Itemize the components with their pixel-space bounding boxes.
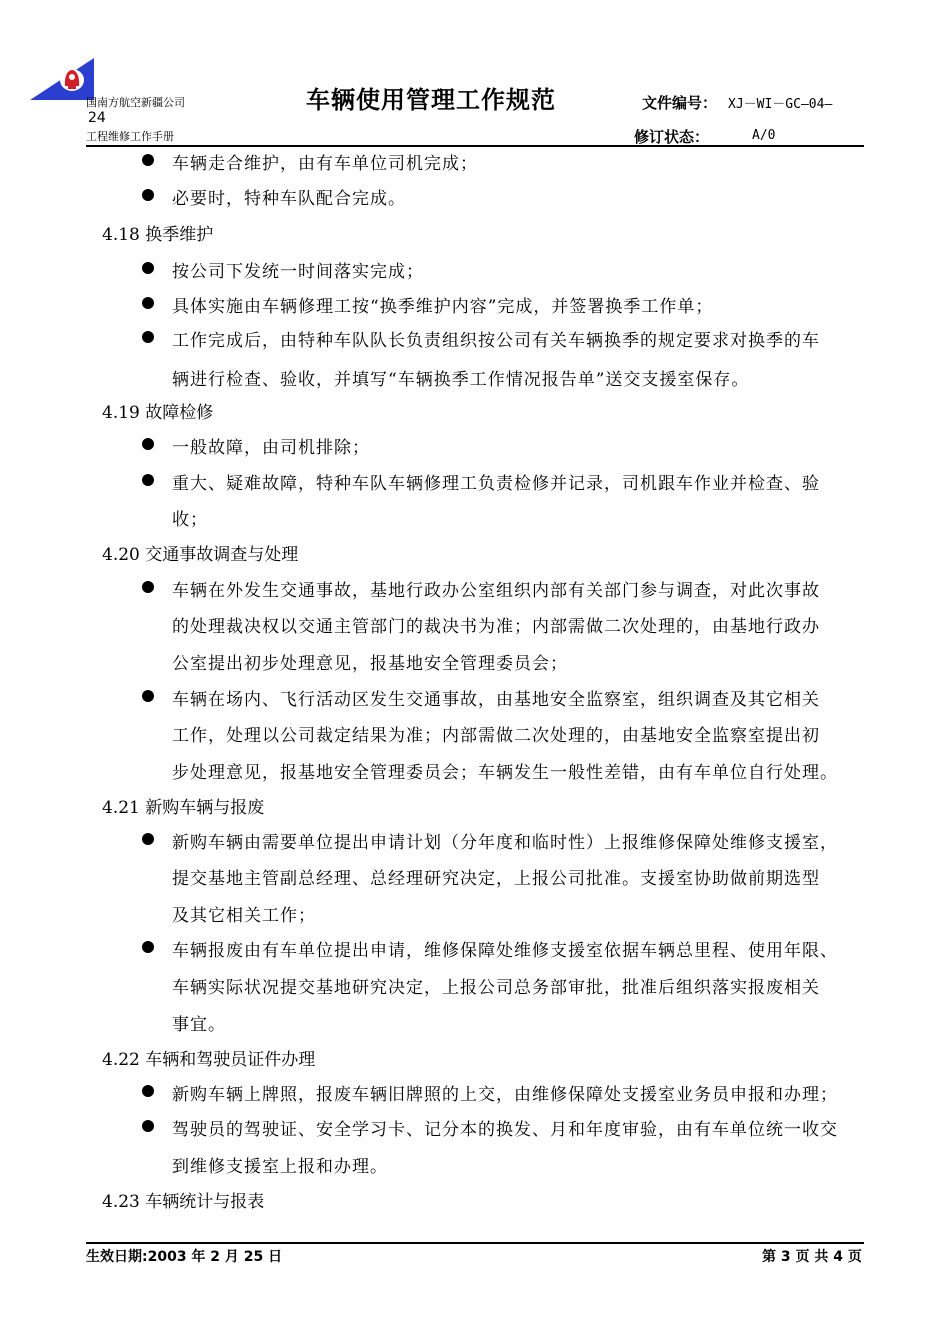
list-item: 一般故障，由司机排除；: [172, 438, 370, 458]
section-heading: 4.19 故障检修: [102, 403, 214, 423]
manual-name: 工程维修工作手册: [86, 130, 174, 143]
bullet-icon: [142, 1085, 154, 1097]
bullet-icon: [142, 474, 154, 486]
list-item-continuation: 辆进行检查、验收，并填写“车辆换季工作情况报告单”送交支援室保存。: [172, 370, 750, 390]
list-item-continuation: 的处理裁决权以交通主管部门的裁决书为准；内部需做二次处理的，由基地行政办: [172, 617, 820, 637]
list-item: 重大、疑难故障，特种车队车辆修理工负责检修并记录，司机跟车作业并检查、验: [172, 474, 820, 494]
revision-value: A/0: [752, 128, 776, 143]
list-item-continuation: 工作，处理以公司裁定结果为准；内部需做二次处理的，由基地安全监察室提出初: [172, 726, 820, 746]
bullet-icon: [142, 1120, 154, 1132]
list-item: 具体实施由车辆修理工按“换季维护内容”完成，并签署换季工作单；: [172, 297, 714, 317]
list-item: 车辆在场内、飞行活动区发生交通事故，由基地安全监察室，组织调查及其它相关: [172, 690, 820, 710]
bullet-icon: [142, 297, 154, 309]
footer-rule: [86, 1242, 864, 1244]
bullet-icon: [142, 941, 154, 953]
bullet-icon: [142, 189, 154, 201]
section-heading: 4.18 换季维护: [102, 225, 214, 245]
list-item-continuation: 到维修支援室上报和办理。: [172, 1157, 388, 1177]
list-item: 新购车辆上牌照，报废车辆旧牌照的上交，由维修保障处支援室业务员申报和办理；: [172, 1085, 838, 1105]
list-item-continuation: 及其它相关工作；: [172, 906, 316, 926]
bullet-icon: [142, 331, 154, 343]
doc-number-label: 文件编号：: [642, 94, 718, 112]
list-item: 车辆在外发生交通事故，基地行政办公室组织内部有关部门参与调查，对此次事故: [172, 581, 820, 601]
section-heading: 4.23 车辆统计与报表: [102, 1192, 265, 1212]
doc-number-value: XJ－WI－GC—04—: [728, 97, 833, 112]
list-item: 必要时，特种车队配合完成。: [172, 189, 406, 209]
section-heading: 4.22 车辆和驾驶员证件办理: [102, 1050, 316, 1070]
list-item: 按公司下发统一时间落实完成；: [172, 262, 424, 282]
list-item-continuation: 步处理意见，报基地安全管理委员会；车辆发生一般性差错，由有车单位自行处理。: [172, 763, 838, 783]
header-rule: [86, 145, 864, 147]
list-item: 驾驶员的驾驶证、安全学习卡、记分本的换发、月和年度审验，由有车单位统一收交: [172, 1120, 838, 1140]
list-item: 新购车辆由需要单位提出申请计划（分年度和临时性）上报维修保障处维修支援室，: [172, 833, 838, 853]
bullet-icon: [142, 154, 154, 166]
section-heading: 4.20 交通事故调查与处理: [102, 545, 299, 565]
page-number: 第 3 页 共 4 页: [762, 1249, 862, 1265]
bullet-icon: [142, 581, 154, 593]
bullet-icon: [142, 262, 154, 274]
document-title: 车辆使用管理工作规范: [306, 86, 556, 114]
list-item-continuation: 车辆实际状况提交基地研究决定，上报公司总务部审批，批准后组织落实报废相关: [172, 978, 820, 998]
list-item-continuation: 事宜。: [172, 1015, 226, 1035]
list-item-continuation: 收；: [172, 510, 208, 530]
list-item-continuation: 提交基地主管副总经理、总经理研究决定，上报公司批准。支援室协助做前期选型: [172, 869, 820, 889]
revision-label: 修订状态：: [634, 128, 710, 146]
bullet-icon: [142, 438, 154, 450]
list-item: 工作完成后，由特种车队队长负责组织按公司有关车辆换季的规定要求对换季的车: [172, 331, 820, 351]
bullet-icon: [142, 690, 154, 702]
list-item: 车辆走合维护，由有车单位司机完成；: [172, 154, 478, 174]
section-heading: 4.21 新购车辆与报废: [102, 798, 265, 818]
company-name: 国南方航空新疆公司: [86, 96, 185, 109]
list-item-continuation: 公室提出初步处理意见，报基地安全管理委员会；: [172, 654, 568, 674]
list-item: 车辆报废由有车单位提出申请，维修保障处维修支援室依据车辆总里程、使用年限、: [172, 941, 838, 961]
bullet-icon: [142, 833, 154, 845]
effective-date: 生效日期:2003 年 2 月 25 日: [86, 1249, 283, 1265]
doc-number-tail: 24: [88, 110, 106, 126]
